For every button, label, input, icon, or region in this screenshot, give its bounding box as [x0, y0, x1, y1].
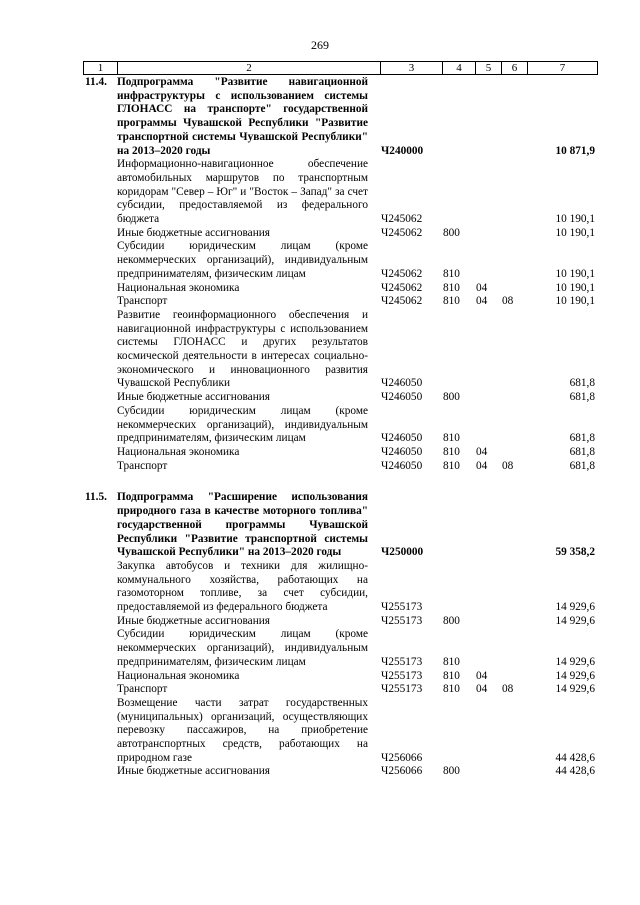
- table-row: [0, 765, 640, 779]
- table-row: [0, 460, 640, 474]
- column-header-7: 7: [528, 62, 598, 75]
- row-description: Иные бюджетные ассигнования: [117, 765, 270, 778]
- row-description: Транспорт: [117, 459, 168, 472]
- row-code: Ч245062: [381, 281, 423, 294]
- row-description: Субсидии юридическим лицам (кроме некоммерческих организаций), индивидуальным предпринимателям, физическим лицам: [117, 404, 368, 445]
- row-code: Ч255173: [381, 614, 423, 627]
- column-header-5: 5: [476, 62, 502, 75]
- row-amount: 681,8: [569, 377, 595, 390]
- column-header-2: 2: [118, 62, 381, 75]
- row-code: Ч246050: [381, 445, 423, 458]
- row-description: Национальная экономика: [117, 669, 240, 682]
- row-subsection: 08: [502, 459, 514, 472]
- table-row: [0, 615, 640, 629]
- row-expense-type: 800: [443, 765, 460, 778]
- row-amount: 10 190,1: [555, 226, 595, 239]
- row-section: 04: [476, 445, 488, 458]
- row-amount: 14 929,6: [555, 655, 595, 668]
- row-description: Развитие геоинформационного обеспечения и навигационной инфраструктуры с использованием системы ГЛОНАСС и других результатов космической деятельности в интересах социально-экономического и инновационного развития Чувашской Республики: [117, 308, 368, 390]
- row-expense-type: 800: [443, 226, 460, 239]
- table-row: [0, 683, 640, 697]
- row-description: Национальная экономика: [117, 445, 240, 458]
- column-header-1: 1: [84, 62, 118, 75]
- row-section: 04: [476, 295, 488, 308]
- row-description: Транспорт: [117, 683, 168, 696]
- row-description: Иные бюджетные ассигнования: [117, 226, 270, 239]
- row-amount: 10 871,9: [555, 144, 595, 157]
- row-expense-type: 800: [443, 614, 460, 627]
- budget-table-body: [0, 76, 640, 779]
- column-header-3: 3: [381, 62, 443, 75]
- row-section: 04: [476, 683, 488, 696]
- subprogram-row: [0, 491, 640, 560]
- table-row: [0, 560, 640, 615]
- row-expense-type: 800: [443, 391, 460, 404]
- row-code: Ч240000: [381, 144, 424, 157]
- row-section: 04: [476, 459, 488, 472]
- table-row: [0, 628, 640, 669]
- row-section: 04: [476, 669, 488, 682]
- table-row: [0, 446, 640, 460]
- row-expense-type: 810: [443, 432, 460, 445]
- row-expense-type: 810: [443, 281, 460, 294]
- row-expense-type: 810: [443, 295, 460, 308]
- table-row: [0, 391, 640, 405]
- row-amount: 10 190,1: [555, 267, 595, 280]
- row-code: Ч246050: [381, 377, 423, 390]
- subprogram-row: [0, 76, 640, 158]
- row-description: Иные бюджетные ассигнования: [117, 391, 270, 404]
- row-description: Подпрограмма "Развитие навигационной инфраструктуры с использованием системы ГЛОНАСС на транспорте" государственной программы Чувашской Республики "Развитие транспортной системы Чувашской Республики" на 2013–2020 годы: [117, 76, 368, 157]
- row-number: 11.5.: [85, 491, 107, 504]
- row-description: Субсидии юридическим лицам (кроме некоммерческих организаций), индивидуальным предпринимателям, физическим лицам: [117, 628, 368, 668]
- row-description: Национальная экономика: [117, 281, 240, 294]
- column-header-row: [83, 61, 598, 75]
- row-number: 11.4.: [85, 76, 107, 88]
- page-number: 269: [311, 38, 329, 52]
- row-expense-type: 810: [443, 669, 460, 682]
- row-amount: 10 190,1: [555, 295, 595, 308]
- row-amount: 59 358,2: [555, 546, 595, 559]
- row-amount: 681,8: [569, 432, 595, 445]
- row-amount: 681,8: [569, 391, 595, 404]
- row-amount: 10 190,1: [555, 281, 595, 294]
- column-header-4: 4: [443, 62, 476, 75]
- row-expense-type: 810: [443, 445, 460, 458]
- table-row: [0, 405, 640, 446]
- row-amount: 44 428,6: [555, 751, 595, 764]
- row-expense-type: 810: [443, 459, 460, 472]
- row-amount: 44 428,6: [555, 765, 595, 778]
- row-amount: 681,8: [569, 459, 595, 472]
- row-code: Ч245062: [381, 213, 423, 226]
- row-code: Ч255173: [381, 683, 423, 696]
- row-amount: 14 929,6: [555, 614, 595, 627]
- row-code: Ч256066: [381, 765, 423, 778]
- row-description: Иные бюджетные ассигнования: [117, 614, 270, 627]
- row-amount: 14 929,6: [555, 683, 595, 696]
- table-row: [0, 158, 640, 227]
- table-row: [0, 295, 640, 309]
- row-amount: 14 929,6: [555, 601, 595, 614]
- table-row: [0, 227, 640, 241]
- row-code: Ч256066: [381, 751, 423, 764]
- row-expense-type: 810: [443, 267, 460, 280]
- row-description: Возмещение части затрат государственных (муниципальных) организаций, осуществляющих перевозку пассажиров, на приобретение автотранспортных средств, работающих на природном газе: [117, 696, 368, 764]
- row-code: Ч246050: [381, 459, 423, 472]
- row-code: Ч246050: [381, 391, 423, 404]
- row-code: Ч255173: [381, 669, 423, 682]
- row-code: Ч250000: [381, 546, 424, 559]
- row-section: 04: [476, 281, 488, 294]
- row-subsection: 08: [502, 683, 514, 696]
- row-code: Ч255173: [381, 655, 423, 668]
- table-row: [0, 309, 640, 391]
- row-description: Транспорт: [117, 295, 168, 308]
- row-amount: 14 929,6: [555, 669, 595, 682]
- section-spacer: [0, 473, 640, 491]
- table-row: [0, 697, 640, 766]
- row-code: Ч255173: [381, 601, 423, 614]
- table-row: [0, 240, 640, 281]
- row-amount: 10 190,1: [555, 213, 595, 226]
- row-expense-type: 810: [443, 655, 460, 668]
- row-description: Закупка автобусов и техники для жилищно-коммунального хозяйства, работающих на газомоторном топливе, за счет субсидии, предоставляемой из федерального бюджета: [117, 559, 368, 614]
- row-description: Информационно-навигационное обеспечение автомобильных маршрутов по транспортным коридорам "Север – Юг" и "Восток – Запад" за счет субсидии, предоставляемой из федерального бюджета: [117, 158, 368, 226]
- row-description: Субсидии юридическим лицам (кроме некоммерческих организаций), индивидуальным предпринимателям, физическим лицам: [117, 240, 368, 280]
- table-row: [0, 670, 640, 684]
- table-row: [0, 282, 640, 296]
- row-code: Ч245062: [381, 295, 423, 308]
- row-amount: 681,8: [569, 445, 595, 458]
- row-code: Ч245062: [381, 226, 423, 239]
- column-header-6: 6: [502, 62, 528, 75]
- row-expense-type: 810: [443, 683, 460, 696]
- row-description: Подпрограмма "Расширение использования природного газа в качестве моторного топлива" государственной программы Чувашской Республики "Развитие транспортной системы Чувашской Республики" на 2013–2020 годы: [117, 491, 368, 559]
- row-code: Ч245062: [381, 267, 423, 280]
- row-code: Ч246050: [381, 432, 423, 445]
- row-subsection: 08: [502, 295, 514, 308]
